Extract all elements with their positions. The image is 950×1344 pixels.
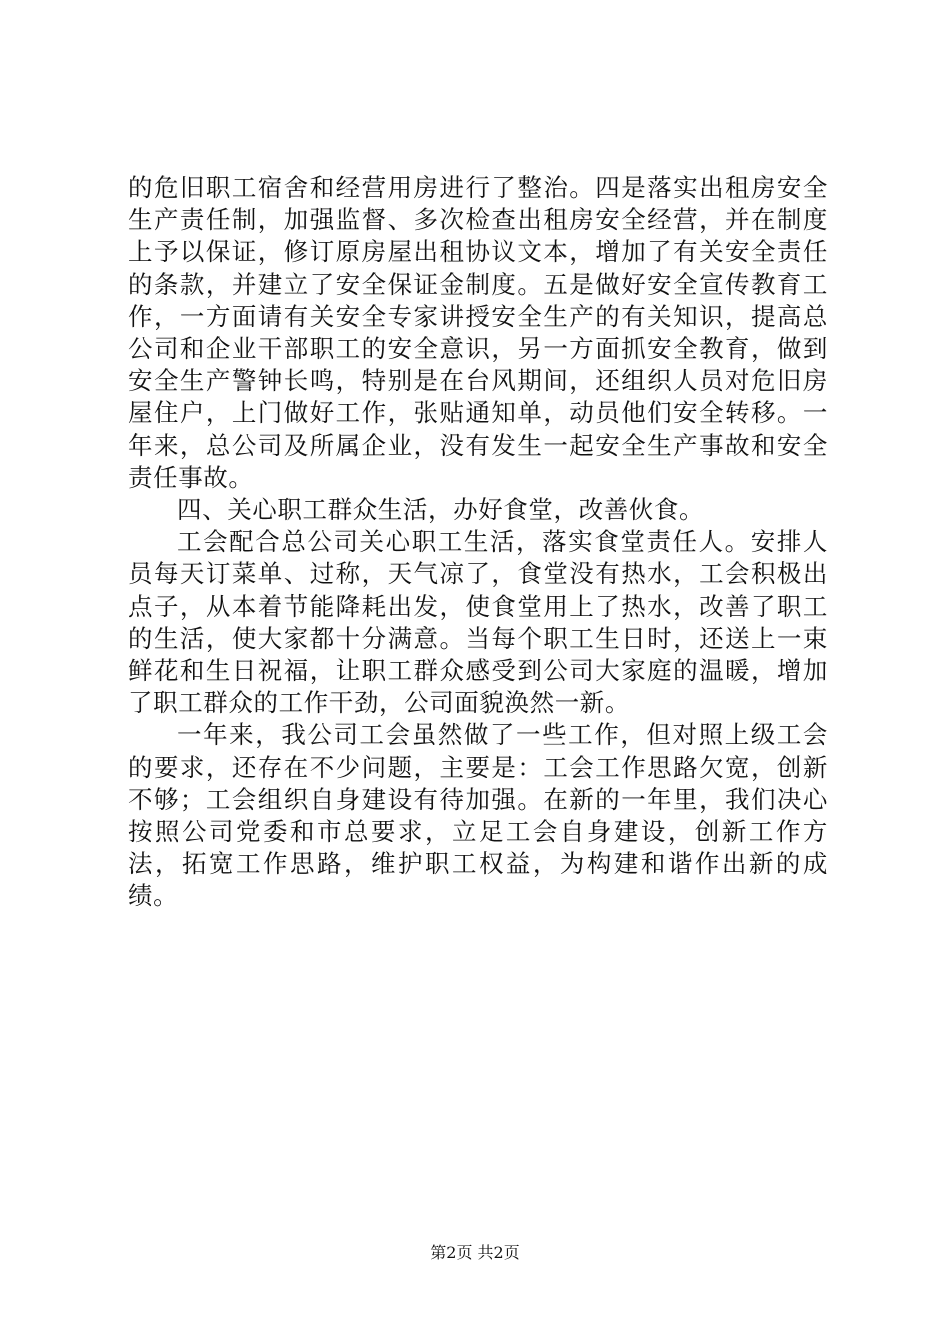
document-body <box>128 172 828 913</box>
paragraph-safety-continued: 的危旧职工宿舍和经营用房进行了整治。四是落实出租房安全生产责任制，加强监督、多次检查出租房安全经营，并在制度上予以保证，修订原房屋出租协议文本，增加了有关安全责任的条款，并建立了安全保证金制度。五是做好安全宣传教育工作，一方面请有关安全专家讲授安全生产的有关知识，提高总公司和企业干部职工的安全意识，另一方面抓安全教育，做到安全生产警钟长鸣，特别是在台风期间，还组织人员对危旧房屋住户，上门做好工作，张贴通知单，动员他们安全转移。一年来，总公司及所属企业，没有发生一起安全生产事故和安全责任事故。 <box>128 173 828 492</box>
page-footer <box>0 1243 950 1263</box>
page-number: 第2页 共2页 <box>430 1243 520 1262</box>
section-heading-staff-life: 四、关心职工群众生活，办好食堂，改善伙食。 <box>177 495 705 525</box>
paragraph-canteen: 工会配合总公司关心职工生活，落实食堂责任人。安排人员每天订菜单、过称，天气凉了，食堂没有热水，工会积极出点子，从本着节能降耗出发，使食堂用上了热水，改善了职工的生活，使大家都十分满意。当每个职工生日时，还送上一束鲜花和生日祝福，让职工群众感受到公司大家庭的温暖，增加了职工群众的工作干劲，公司面貌涣然一新。 <box>128 527 828 718</box>
paragraph-summary: 一年来，我公司工会虽然做了一些工作，但对照上级工会的要求，还存在不少问题，主要是：工会工作思路欠宽，创新不够；工会组织自身建设有待加强。在新的一年里，我们决心按照公司党委和市总要求，立足工会自身建设，创新工作方法，拓宽工作思路，维护职工权益，为构建和谐作出新的成绩。 <box>128 720 828 911</box>
